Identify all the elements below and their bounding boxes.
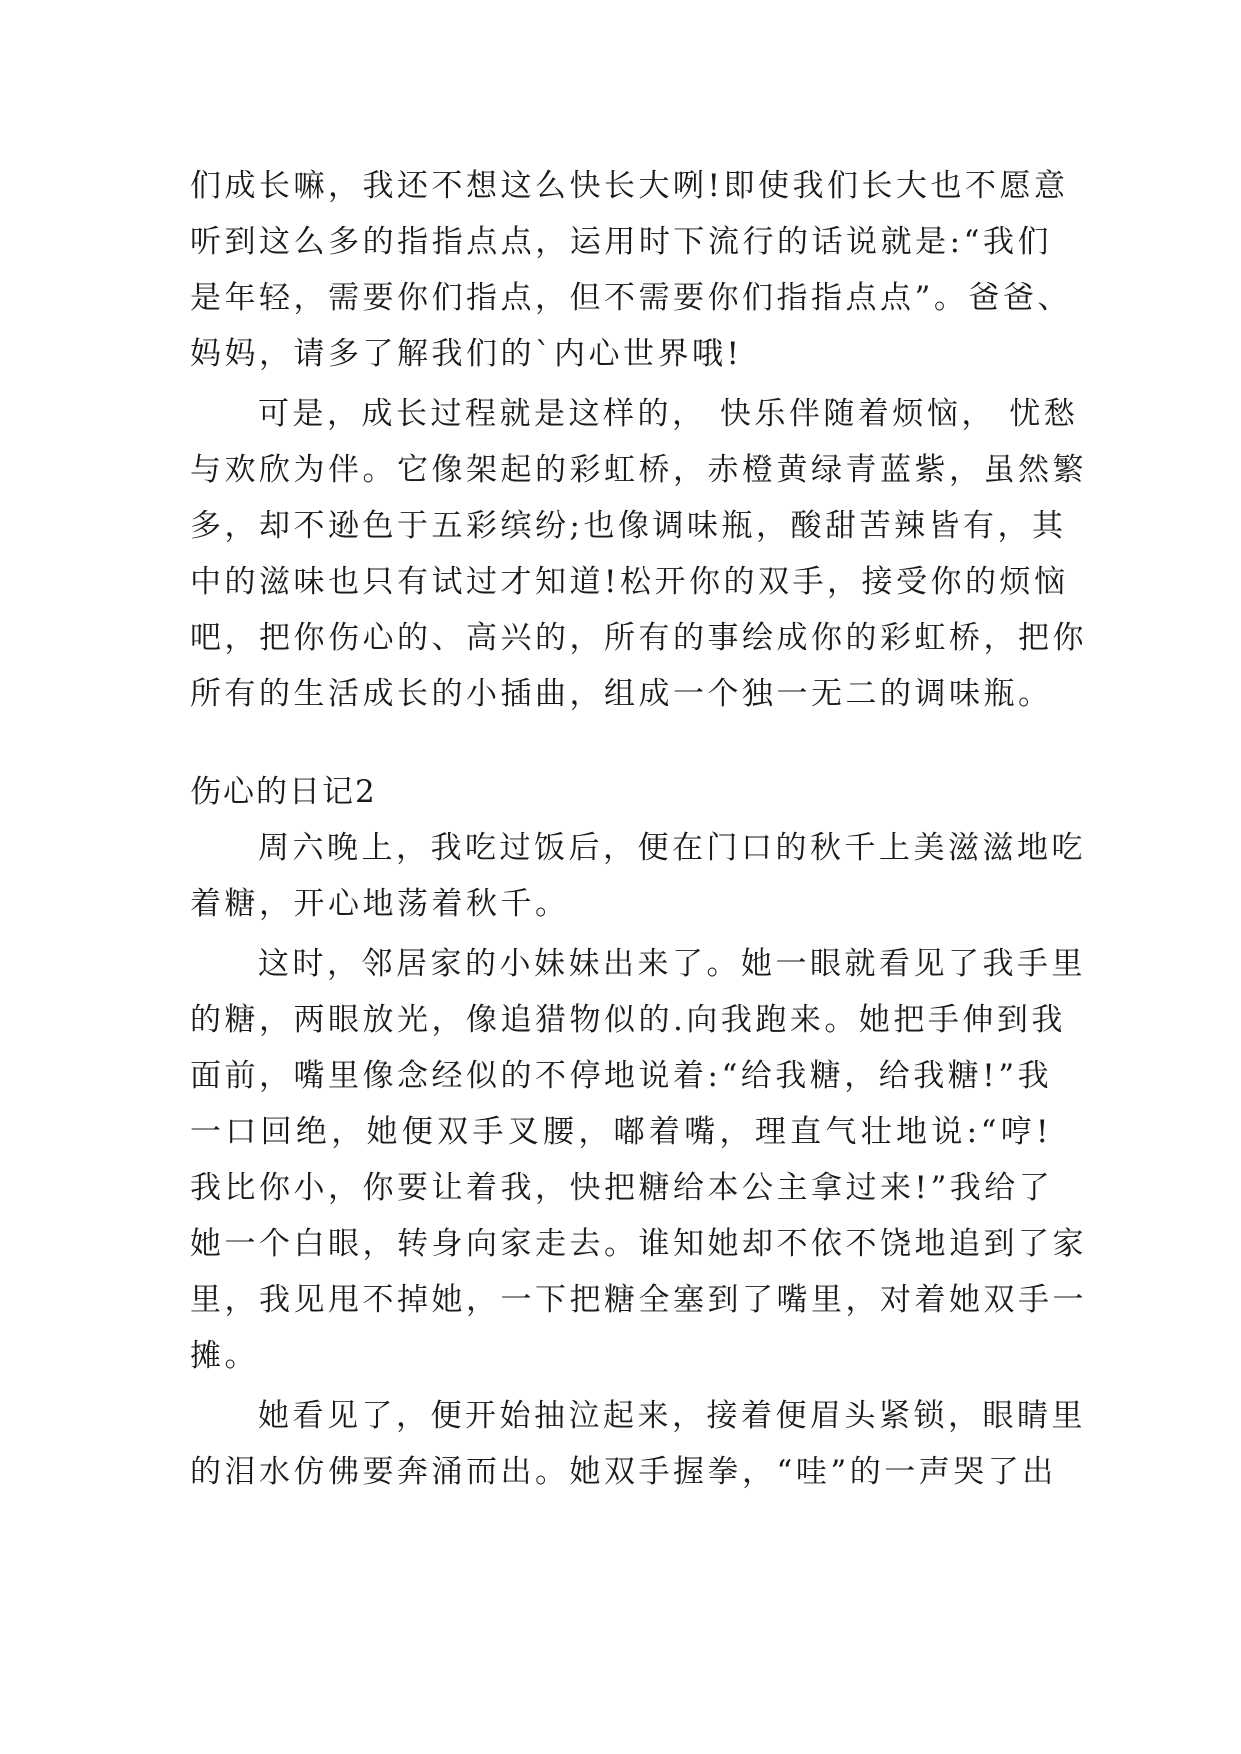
text-line: 周六晚上，我吃过饭后，便在门口的秋千上美滋滋地吃 <box>258 830 1086 866</box>
text-line: 可是，成长过程就是这样的， 快乐伴随着烦恼， 忧愁 <box>258 396 1079 432</box>
paragraph-continuation <box>190 158 1072 382</box>
text-line: 的糖，两眼放光，像追猎物似的.向我跑来。她把手伸到我 <box>190 1002 1066 1038</box>
text-line: 她一个白眼，转身向家走去。谁知她却不依不饶地追到了家 <box>190 1226 1087 1262</box>
text-line: 摊。 <box>190 1338 259 1374</box>
text-line: 听到这么多的指指点点，运用时下流行的话说就是:“我们 <box>190 224 1052 260</box>
text-line: 面前，嘴里像念经似的不停地说着:“给我糖，给我糖!”我 <box>190 1058 1053 1094</box>
text-line: 是年轻，需要你们指点，但不需要你们指指点点”。爸爸、 <box>190 280 1072 316</box>
paragraph <box>190 820 1086 932</box>
text-line: 妈妈，请多了解我们的`内心世界哦! <box>190 336 743 372</box>
text-line: 着糖，开心地荡着秋千。 <box>190 886 570 922</box>
text-line: 吧，把你伤心的、高兴的，所有的事绘成你的彩虹桥，把你 <box>190 620 1087 656</box>
text-line: 多，却不逊色于五彩缤纷;也像调味瓶，酸甜苦辣皆有，其 <box>190 508 1067 544</box>
text-line: 们成长嘛，我还不想这么快长大咧!即使我们长大也不愿意 <box>190 168 1069 204</box>
paragraph <box>190 936 1087 1384</box>
text-line: 她看见了，便开始抽泣起来，接着便眉头紧锁，眼睛里 <box>258 1398 1086 1434</box>
document-body <box>190 158 1087 1500</box>
section-title: 伤心的日记2 <box>190 774 377 810</box>
text-line: 的泪水仿佛要奔涌而出。她双手握拳，“哇”的一声哭了出 <box>190 1454 1057 1490</box>
text-line: 与欢欣为伴。它像架起的彩虹桥，赤橙黄绿青蓝紫，虽然繁 <box>190 452 1087 488</box>
paragraph <box>190 1388 1086 1500</box>
text-line: 所有的生活成长的小插曲，组成一个独一无二的调味瓶。 <box>190 676 1053 712</box>
paragraph <box>190 386 1087 722</box>
text-line: 中的滋味也只有试过才知道!松开你的双手，接受你的烦恼 <box>190 564 1069 600</box>
text-line: 里，我见甩不掉她，一下把糖全塞到了嘴里，对着她双手一 <box>190 1282 1087 1318</box>
text-line: 这时，邻居家的小妹妹出来了。她一眼就看见了我手里 <box>258 946 1086 982</box>
text-line: 我比你小，你要让着我，快把糖给本公主拿过来!”我给了 <box>190 1170 1054 1206</box>
text-line: 一口回绝，她便双手叉腰，嘟着嘴，理直气壮地说:“哼! <box>190 1114 1052 1150</box>
